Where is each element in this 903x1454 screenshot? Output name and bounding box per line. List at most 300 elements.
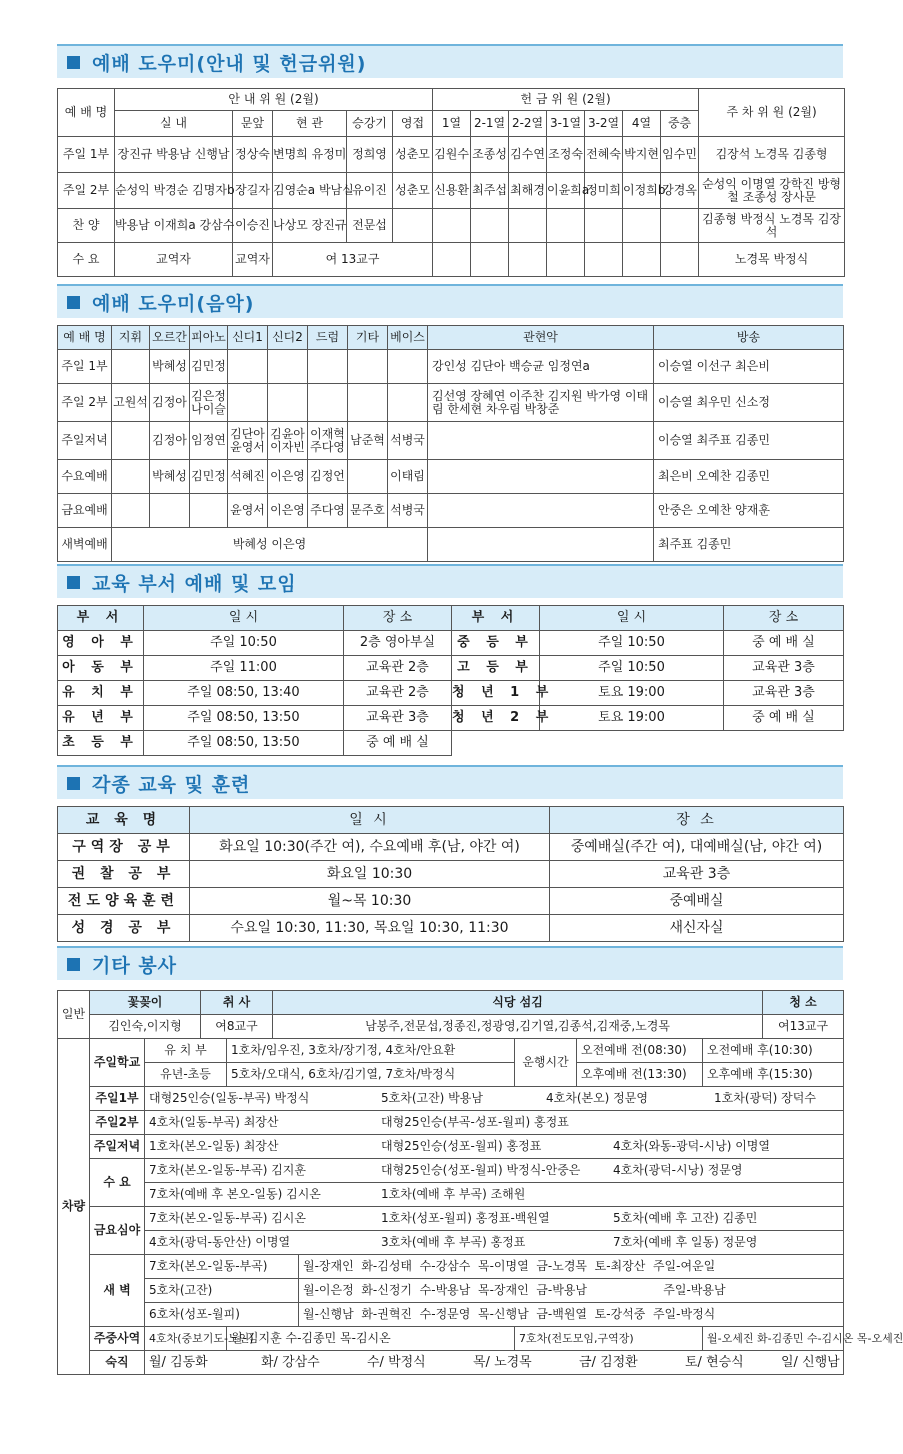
dining-value: 남봉주,전문섭,정종진,정광영,김기열,김종석,김재중,노경목 bbox=[273, 1015, 763, 1039]
dept-time: 주일 08:50, 13:50 bbox=[144, 731, 344, 756]
midweek-car: 4호차(중보기도-노인) bbox=[145, 1327, 227, 1351]
cleaning-header: 청 소 bbox=[763, 991, 844, 1015]
sub-header: 4열 bbox=[623, 111, 661, 137]
square-bullet-icon bbox=[67, 296, 80, 309]
training-table bbox=[57, 806, 844, 942]
row-label: 금요심야 bbox=[90, 1207, 145, 1255]
night-duty: 금/ 김정환 bbox=[579, 1354, 638, 1370]
cell: 성춘모 bbox=[393, 137, 433, 173]
dept-place: 교육관 3층 bbox=[724, 681, 844, 706]
midweek-schedule: 월-오세진 화-김종민 수-김시온 목-오세진 bbox=[703, 1327, 844, 1351]
table-row bbox=[58, 731, 844, 756]
service-table bbox=[57, 990, 903, 1375]
table-row bbox=[58, 494, 844, 528]
orchestra-cell: 김선영 장혜연 이주찬 김지원 박가영 이태림 한세현 차우림 박창준 bbox=[428, 384, 654, 422]
square-bullet-icon bbox=[67, 576, 80, 589]
table-row bbox=[58, 460, 844, 494]
vehicle-assignment: 4호차(일동-부곡) 최장산 bbox=[149, 1115, 279, 1130]
sub-label: 유년-초등 bbox=[145, 1063, 227, 1087]
cell: 장길자 bbox=[233, 173, 273, 209]
col-header: 관현악 bbox=[428, 326, 654, 350]
cell: 이승진 bbox=[233, 209, 273, 243]
col-header: 장 소 bbox=[550, 807, 844, 834]
sub-header: 중층 bbox=[661, 111, 699, 137]
col-header: 오르간 bbox=[150, 326, 190, 350]
vehicle-assignment: 4호차(와동-광덕-시낭) 이명열 bbox=[613, 1139, 770, 1154]
table-row bbox=[58, 243, 845, 277]
dept-place: 교육관 3층 bbox=[344, 706, 452, 731]
vehicle-line bbox=[145, 1111, 844, 1135]
vehicle-assignment: 4호차(본오) 정문영 bbox=[546, 1091, 648, 1106]
dept-time: 토요 19:00 bbox=[540, 681, 724, 706]
night-duty-label: 숙직 bbox=[90, 1351, 145, 1375]
vehicle-line bbox=[145, 1207, 844, 1231]
table-row bbox=[58, 1279, 844, 1303]
vehicle-assignment: 대형25인승(부곡-성포-월피) 홍정표 bbox=[381, 1115, 569, 1130]
cell: 정미희 bbox=[585, 173, 623, 209]
section-header-service bbox=[57, 946, 843, 980]
cell: 김영순a 박남실 bbox=[273, 173, 347, 209]
vehicle-assignment: 7호차(본오-일동-부곡) 김시온 bbox=[149, 1211, 306, 1226]
cell bbox=[112, 422, 150, 460]
dept-place: 중 예 배 실 bbox=[724, 706, 844, 731]
table-row bbox=[58, 137, 845, 173]
dining-header: 식당 섬김 bbox=[273, 991, 763, 1015]
dawn-car: 6호차(성포-월피) bbox=[145, 1303, 299, 1327]
cell: 최주섭 bbox=[471, 173, 509, 209]
vehicle-assignment: 3호차(예배 후 부곡) 홍정표 bbox=[381, 1235, 526, 1250]
cell: 장진규 박용남 신행남 bbox=[115, 137, 233, 173]
cell bbox=[308, 384, 348, 422]
col-header: 일 시 bbox=[144, 606, 344, 631]
op-time-label: 운행시간 bbox=[515, 1039, 577, 1087]
dept-time: 주일 10:50 bbox=[540, 656, 724, 681]
night-duty: 월/ 김동화 bbox=[149, 1354, 208, 1370]
table-row bbox=[58, 384, 844, 422]
cell bbox=[547, 243, 585, 277]
section-title: 각종 교육 및 훈련 bbox=[92, 773, 251, 796]
table-row bbox=[58, 1255, 844, 1279]
dept-time: 주일 10:50 bbox=[540, 631, 724, 656]
vehicle-assignment: 5호차(예배 후 고잔) 김종민 bbox=[613, 1211, 758, 1226]
sub-header: 3-2열 bbox=[585, 111, 623, 137]
cleaning-value: 여13교구 bbox=[763, 1015, 844, 1039]
table-row bbox=[58, 656, 844, 681]
vehicle-assignment: 1호차/임우진, 3호차/장기정, 4호차/안요환 bbox=[227, 1039, 515, 1063]
section-header-music bbox=[57, 284, 843, 318]
cell bbox=[471, 209, 509, 243]
cell bbox=[661, 209, 699, 243]
night-duty: 수/ 박정식 bbox=[367, 1354, 426, 1370]
vehicle-assignment: 7호차(예배 후 본오-일동) 김시온 bbox=[149, 1187, 321, 1202]
course-time: 화요일 10:30 bbox=[190, 861, 550, 888]
table-row bbox=[58, 834, 844, 861]
sub-header: 승강기 bbox=[347, 111, 393, 137]
cell: 이윤희a bbox=[547, 173, 585, 209]
dept-time: 주일 08:50, 13:50 bbox=[144, 706, 344, 731]
cook-header: 취 사 bbox=[201, 991, 273, 1015]
cell: 정상숙 bbox=[233, 137, 273, 173]
broadcast-cell: 안중은 오예찬 양재훈 bbox=[654, 494, 844, 528]
row-name: 새벽예배 bbox=[58, 528, 112, 562]
square-bullet-icon bbox=[67, 56, 80, 69]
cell bbox=[268, 350, 308, 384]
music-table bbox=[57, 325, 844, 562]
op-time: 오후예배 전(13:30) bbox=[577, 1063, 703, 1087]
course-place: 교육관 3층 bbox=[550, 861, 844, 888]
table-row bbox=[58, 706, 844, 731]
cell: 김민정 bbox=[190, 460, 228, 494]
night-duty: 토/ 현승식 bbox=[685, 1354, 744, 1370]
table-row bbox=[58, 1207, 844, 1231]
cell: 교역자 bbox=[233, 243, 273, 277]
table-row bbox=[58, 209, 845, 243]
night-duty: 화/ 강삼수 bbox=[261, 1354, 320, 1370]
cell: 조종성 bbox=[471, 137, 509, 173]
dept-name: 청 년 2 부 bbox=[452, 706, 540, 731]
section-title: 교육 부서 예배 및 모임 bbox=[92, 572, 297, 595]
dawn-schedule: 월-장재인 화-김성태 수-강삼수 목-이명열 금-노경목 토-최장산 주일-여운일 bbox=[299, 1255, 844, 1279]
cell: 김원수 bbox=[433, 137, 471, 173]
night-duty: 일/ 신행남 bbox=[781, 1354, 840, 1370]
cell: 성춘모 bbox=[393, 173, 433, 209]
section-title: 예배 도우미(안내 및 헌금위원) bbox=[92, 52, 367, 75]
table-row bbox=[58, 631, 844, 656]
parking-cell: 노경목 박정식 bbox=[699, 243, 845, 277]
cell: 변명희 유정미 bbox=[273, 137, 347, 173]
section-header-usher bbox=[57, 44, 843, 78]
cell bbox=[150, 494, 190, 528]
col-header: 피아노 bbox=[190, 326, 228, 350]
flowers-value: 김인숙,이지형 bbox=[90, 1015, 201, 1039]
row-name: 주일저녁 bbox=[58, 422, 112, 460]
sub-header: 현 관 bbox=[273, 111, 347, 137]
vehicle-assignment: 4호차(광덕-시낭) 정문영 bbox=[613, 1163, 743, 1178]
edu-dept-table bbox=[57, 605, 844, 756]
orchestra-cell bbox=[428, 422, 654, 460]
cell: 신용환 bbox=[433, 173, 471, 209]
col-header: 일 시 bbox=[540, 606, 724, 631]
cell: 석병국 bbox=[388, 422, 428, 460]
table-row bbox=[58, 1135, 844, 1159]
midweek-car: 7호차(전도모임,구역장) bbox=[515, 1327, 703, 1351]
vehicle-assignment: 7호차(예배 후 일동) 정문영 bbox=[613, 1235, 758, 1250]
sub-header: 실 내 bbox=[115, 111, 233, 137]
cook-value: 여8교구 bbox=[201, 1015, 273, 1039]
cell: 조정숙 bbox=[547, 137, 585, 173]
cell: 박혜성 bbox=[150, 350, 190, 384]
table-row bbox=[58, 1303, 844, 1327]
col-header: 신디2 bbox=[268, 326, 308, 350]
dept-name: 고 등 부 bbox=[452, 656, 540, 681]
course-place: 새신자실 bbox=[550, 915, 844, 942]
vehicle-assignment: 대형25인승(성포-월피) 홍정표 bbox=[381, 1139, 542, 1154]
row-name: 주일 1부 bbox=[58, 137, 115, 173]
cell: 김정아 bbox=[150, 384, 190, 422]
dept-name: 초 등 부 bbox=[58, 731, 144, 756]
dept-name: 유 치 부 bbox=[58, 681, 144, 706]
row-label: 새 벽 bbox=[90, 1255, 145, 1327]
row-name: 수 요 bbox=[58, 243, 115, 277]
row-name: 주일 1부 bbox=[58, 350, 112, 384]
table-row bbox=[58, 915, 844, 942]
row-label: 주일2부 bbox=[90, 1111, 145, 1135]
guide-committee-header: 안 내 위 원 (2월) bbox=[115, 89, 433, 111]
cell bbox=[348, 460, 388, 494]
cell bbox=[112, 350, 150, 384]
cell: 김민정 bbox=[190, 350, 228, 384]
dept-place: 중 예 배 실 bbox=[724, 631, 844, 656]
table-row bbox=[58, 888, 844, 915]
vehicle-label: 차량 bbox=[58, 1039, 90, 1375]
col-header: 장 소 bbox=[724, 606, 844, 631]
cell bbox=[348, 350, 388, 384]
cell: 여 13교구 bbox=[273, 243, 433, 277]
vehicle-assignment: 1호차(본오-일동) 최장산 bbox=[149, 1139, 279, 1154]
cell: 임수민 bbox=[661, 137, 699, 173]
cell bbox=[661, 243, 699, 277]
sub-header: 3-1열 bbox=[547, 111, 585, 137]
vehicle-assignment: 대형25인승(일동-부곡) 박정식 bbox=[149, 1091, 310, 1106]
section-title: 기타 봉사 bbox=[92, 954, 178, 977]
cell: 석병국 bbox=[388, 494, 428, 528]
vehicle-line bbox=[145, 1135, 844, 1159]
table-row bbox=[58, 1351, 844, 1375]
cell bbox=[388, 350, 428, 384]
col-header: 장 소 bbox=[344, 606, 452, 631]
cell bbox=[112, 460, 150, 494]
orchestra-cell: 강인성 김단아 백승균 임정연a bbox=[428, 350, 654, 384]
dept-time: 토요 19:00 bbox=[540, 706, 724, 731]
cell: 이정희b bbox=[623, 173, 661, 209]
col-header: 드럼 bbox=[308, 326, 348, 350]
vehicle-assignment: 대형25인승(성포-월피) 박정식-안중은 bbox=[381, 1163, 581, 1178]
vehicle-assignment: 1호차(예배 후 부곡) 조해원 bbox=[381, 1187, 526, 1202]
dept-place: 2층 영아부실 bbox=[344, 631, 452, 656]
cell: 강경옥 bbox=[661, 173, 699, 209]
course-time: 월~목 10:30 bbox=[190, 888, 550, 915]
vehicle-assignment: 5호차(고잔) 박용남 bbox=[381, 1091, 483, 1106]
op-time: 오전예배 전(08:30) bbox=[577, 1039, 703, 1063]
table-row bbox=[58, 1327, 844, 1351]
sub-header: 문앞 bbox=[233, 111, 273, 137]
dept-place: 교육관 2층 bbox=[344, 681, 452, 706]
course-name: 구역장 공부 bbox=[58, 834, 190, 861]
table-row bbox=[58, 1063, 844, 1087]
course-name: 성 경 공 부 bbox=[58, 915, 190, 942]
usher-table bbox=[57, 88, 845, 277]
vehicle-line bbox=[145, 1159, 844, 1183]
cell bbox=[190, 494, 228, 528]
section-title: 예배 도우미(음악) bbox=[92, 292, 255, 315]
course-name: 전도양육훈련 bbox=[58, 888, 190, 915]
dept-name: 청 년 1 부 bbox=[452, 681, 540, 706]
sub-label: 유 치 부 bbox=[145, 1039, 227, 1063]
cell bbox=[471, 243, 509, 277]
broadcast-cell: 이승열 최우민 신소정 bbox=[654, 384, 844, 422]
dept-time: 주일 08:50, 13:40 bbox=[144, 681, 344, 706]
vehicle-assignment: 4호차(광덕-동안산) 이명열 bbox=[149, 1235, 291, 1250]
table-row bbox=[58, 173, 845, 209]
cell: 교역자 bbox=[115, 243, 233, 277]
table-row bbox=[58, 1039, 844, 1063]
row-label: 주중사역 bbox=[90, 1327, 145, 1351]
course-time: 수요일 10:30, 11:30, 목요일 10:30, 11:30 bbox=[190, 915, 550, 942]
midweek-schedule: 월-김지훈 수-김종민 목-김시온 bbox=[227, 1327, 515, 1351]
table-row bbox=[58, 350, 844, 384]
cell bbox=[348, 384, 388, 422]
cell: 석혜진 bbox=[228, 460, 268, 494]
dept-place: 교육관 3층 bbox=[724, 656, 844, 681]
cell bbox=[433, 243, 471, 277]
vehicle-assignment: 5호차/오대식, 6호차/김기열, 7호차/박정식 bbox=[227, 1063, 515, 1087]
row-name: 금요예배 bbox=[58, 494, 112, 528]
dawn-schedule: 월-이은정 화-신정기 수-박용남 목-장재인 금-박용남 주일-박용남 bbox=[299, 1279, 844, 1303]
cell: 김단아 윤영서 bbox=[228, 422, 268, 460]
general-label: 일반 bbox=[58, 991, 90, 1039]
table-row bbox=[58, 1231, 844, 1255]
vehicle-line bbox=[145, 1087, 844, 1111]
broadcast-cell: 이승열 최주표 김종민 bbox=[654, 422, 844, 460]
cell: 최해경 bbox=[509, 173, 547, 209]
row-label: 주일1부 bbox=[90, 1087, 145, 1111]
cell: 김수연 bbox=[509, 137, 547, 173]
broadcast-cell: 최은비 오예찬 김종민 bbox=[654, 460, 844, 494]
dawn-car: 7호차(본오-일동-부곡) bbox=[145, 1255, 299, 1279]
broadcast-cell: 최주표 김종민 bbox=[654, 528, 844, 562]
table-row bbox=[58, 1087, 844, 1111]
dept-time: 주일 10:50 bbox=[144, 631, 344, 656]
cell bbox=[433, 209, 471, 243]
cell bbox=[308, 350, 348, 384]
course-time: 화요일 10:30(주간 여), 수요예배 후(남, 야간 여) bbox=[190, 834, 550, 861]
square-bullet-icon bbox=[67, 958, 80, 971]
sub-header: 영접 bbox=[393, 111, 433, 137]
cell: 이재혁 주다영 bbox=[308, 422, 348, 460]
cell: 박혜성 이은영 bbox=[112, 528, 428, 562]
op-time: 오전예배 후(10:30) bbox=[703, 1039, 844, 1063]
parking-cell: 순성익 이명열 강학진 방형철 조종성 장사문 bbox=[699, 173, 845, 209]
cell: 순성익 박경순 김명자b bbox=[115, 173, 233, 209]
cell: 문주호 bbox=[348, 494, 388, 528]
cell: 김정아 bbox=[150, 422, 190, 460]
table-row bbox=[58, 422, 844, 460]
table-row bbox=[58, 528, 844, 562]
col-header: 지휘 bbox=[112, 326, 150, 350]
col-header: 일 시 bbox=[190, 807, 550, 834]
col-header: 신디1 bbox=[228, 326, 268, 350]
vehicle-line bbox=[145, 1231, 844, 1255]
cell bbox=[228, 384, 268, 422]
dawn-schedule: 월-신행남 화-권혁진 수-정문영 목-신행남 금-백원열 토-강석중 주일-박정식 bbox=[299, 1303, 844, 1327]
col-header: 방송 bbox=[654, 326, 844, 350]
col-header: 기타 bbox=[348, 326, 388, 350]
parking-committee-header: 주 차 위 원 (2월) bbox=[699, 89, 845, 137]
col-worship-name: 예 배 명 bbox=[58, 89, 115, 137]
cell: 박혜성 bbox=[150, 460, 190, 494]
broadcast-cell: 이승열 이선구 최은비 bbox=[654, 350, 844, 384]
vehicle-assignment: 1호차(성포-월피) 홍정표-백원열 bbox=[381, 1211, 550, 1226]
dept-name: 유 년 부 bbox=[58, 706, 144, 731]
row-name: 주일 2부 bbox=[58, 384, 112, 422]
sub-header: 1열 bbox=[433, 111, 471, 137]
cell bbox=[509, 243, 547, 277]
night-duty-line bbox=[145, 1351, 844, 1375]
cell: 김은정 나이슬 bbox=[190, 384, 228, 422]
offering-committee-header: 헌 금 위 원 (2월) bbox=[433, 89, 699, 111]
cell: 유이진 bbox=[347, 173, 393, 209]
cell bbox=[112, 494, 150, 528]
vehicle-assignment: 1호차(광덕) 장덕수 bbox=[714, 1091, 816, 1106]
parking-cell: 김종형 박정식 노경목 김장석 bbox=[699, 209, 845, 243]
cell bbox=[228, 350, 268, 384]
row-name: 수요예배 bbox=[58, 460, 112, 494]
table-row bbox=[58, 681, 844, 706]
cell bbox=[268, 384, 308, 422]
square-bullet-icon bbox=[67, 777, 80, 790]
cell bbox=[388, 384, 428, 422]
cell: 김윤아 이자빈 bbox=[268, 422, 308, 460]
cell bbox=[393, 209, 433, 243]
cell: 임정연 bbox=[190, 422, 228, 460]
section-header-training bbox=[57, 765, 843, 799]
sub-header: 2-1열 bbox=[471, 111, 509, 137]
col-header: 부 서 bbox=[452, 606, 540, 631]
cell: 남준혁 bbox=[348, 422, 388, 460]
sub-header: 2-2열 bbox=[509, 111, 547, 137]
col-header: 예 배 명 bbox=[58, 326, 112, 350]
cell bbox=[547, 209, 585, 243]
dept-place: 교육관 2층 bbox=[344, 656, 452, 681]
dept-place: 중 예 배 실 bbox=[344, 731, 452, 756]
row-label: 주일저녁 bbox=[90, 1135, 145, 1159]
cell: 이은영 bbox=[268, 460, 308, 494]
table-row bbox=[58, 1015, 844, 1039]
dawn-car: 5호차(고잔) bbox=[145, 1279, 299, 1303]
cell: 나상모 장진규 bbox=[273, 209, 347, 243]
col-header: 교 육 명 bbox=[58, 807, 190, 834]
night-duty: 목/ 노경목 bbox=[473, 1354, 532, 1370]
dept-name: 영 아 부 bbox=[58, 631, 144, 656]
row-label: 주일학교 bbox=[90, 1039, 145, 1087]
cell bbox=[623, 209, 661, 243]
cell: 이태림 bbox=[388, 460, 428, 494]
course-place: 중예배실 bbox=[550, 888, 844, 915]
cell: 박용남 이재희a 강삼수 bbox=[115, 209, 233, 243]
vehicle-line bbox=[145, 1183, 844, 1207]
col-header: 베이스 bbox=[388, 326, 428, 350]
cell bbox=[509, 209, 547, 243]
table-row bbox=[58, 861, 844, 888]
row-name: 찬 양 bbox=[58, 209, 115, 243]
section-header-education bbox=[57, 564, 843, 598]
orchestra-cell bbox=[428, 460, 654, 494]
cell: 이은영 bbox=[268, 494, 308, 528]
cell: 김정언 bbox=[308, 460, 348, 494]
orchestra-cell bbox=[428, 528, 654, 562]
row-label: 수 요 bbox=[90, 1159, 145, 1207]
cell bbox=[623, 243, 661, 277]
dept-name: 중 등 부 bbox=[452, 631, 540, 656]
orchestra-cell bbox=[428, 494, 654, 528]
cell: 전혜숙 bbox=[585, 137, 623, 173]
cell bbox=[585, 209, 623, 243]
dept-name: 아 동 부 bbox=[58, 656, 144, 681]
course-name: 권 찰 공 부 bbox=[58, 861, 190, 888]
dept-time: 주일 11:00 bbox=[144, 656, 344, 681]
table-row bbox=[58, 1183, 844, 1207]
cell: 주다영 bbox=[308, 494, 348, 528]
